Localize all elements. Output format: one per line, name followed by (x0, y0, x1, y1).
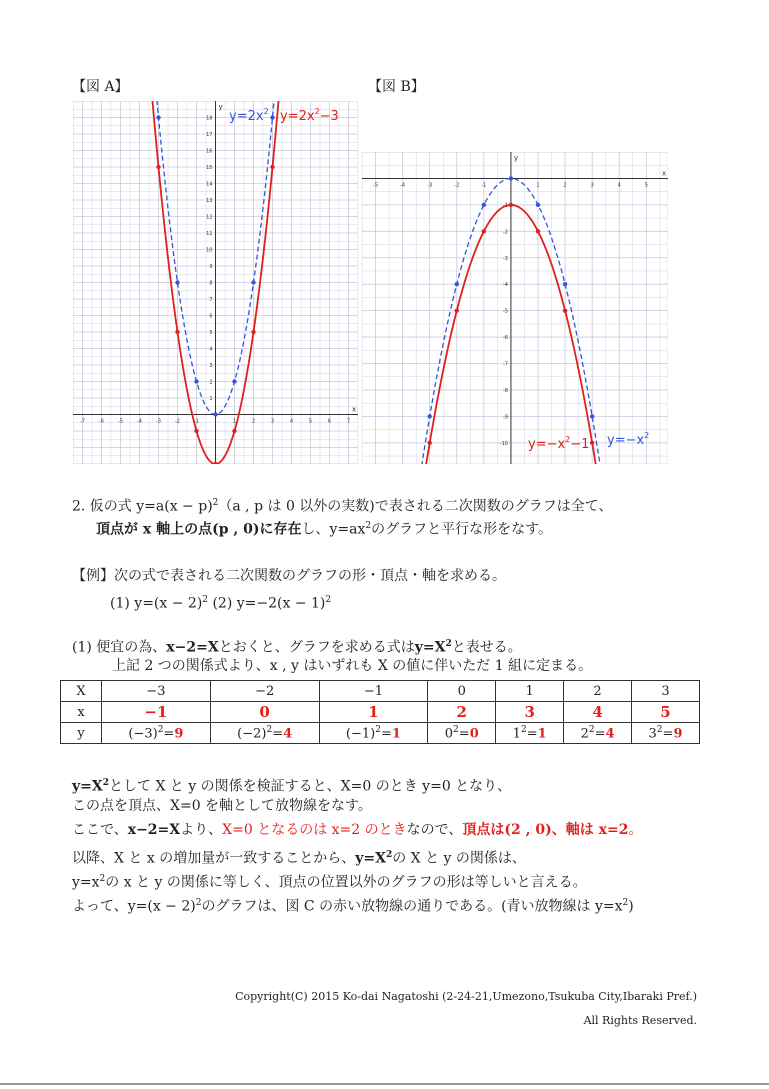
data-point (482, 229, 486, 233)
table-cell: 2 (564, 681, 632, 702)
y-tick-label: 17 (206, 132, 213, 138)
y-tick-label: 15 (206, 165, 213, 171)
x-tick-label: 4 (289, 418, 294, 425)
x-tick-label: 7 (346, 418, 351, 425)
table-cell: −1 (319, 681, 428, 702)
x-tick-label: 5 (308, 418, 313, 425)
legend-blue-label: $y=2x^2$ (229, 107, 269, 124)
data-point (156, 165, 160, 169)
y-tick-label: 7 (209, 297, 213, 303)
table-cell: −3 (102, 681, 211, 702)
data-point (509, 176, 513, 180)
conclusion-line5: $y=x^2$の x と y の関係に等しく、頂点の位置以外のグラフの形は等しいと言える。 (72, 874, 587, 891)
y-tick-label: -4 (502, 282, 508, 289)
table-cell: 4 (564, 702, 632, 723)
y-tick-label: 16 (206, 148, 213, 155)
x-tick-label: 2 (251, 418, 256, 425)
x-tick-label: 1 (536, 182, 540, 189)
data-point (427, 441, 431, 445)
solution-line2: 上記 2 つの関係式より、x , y はいずれも X の値に伴いただ 1 組に定まる。 (112, 658, 593, 674)
table-cell: $1^2=1$ (496, 723, 564, 744)
y-tick-label: -3 (502, 255, 508, 262)
table-head: y (61, 723, 102, 744)
x-tick-label: -2 (454, 182, 460, 189)
table-cell: $(-3)^2=9$ (102, 723, 211, 744)
page-bottom-rule (0, 1083, 769, 1085)
table-cell: 3 (496, 702, 564, 723)
data-point (213, 412, 217, 416)
data-point (251, 280, 255, 284)
table-head: x (61, 702, 102, 723)
y-tick-label: 11 (206, 231, 213, 237)
plot-background (362, 152, 668, 464)
x-tick-label: -7 (80, 418, 85, 425)
y-axis-label: y (513, 154, 519, 162)
conclusion-line6: よって、$y=(x - 2)^2$のグラフは、図 C の赤い放物線の通りである。(青い放物線は $y=x^2$) (72, 898, 634, 915)
table-cell: $3^2=9$ (632, 723, 700, 744)
y-tick-label: 3 (209, 363, 213, 369)
y-tick-label: -2 (502, 229, 508, 236)
data-point (455, 282, 459, 286)
data-point (175, 330, 179, 334)
figure-b-graph (362, 152, 668, 464)
data-point (251, 330, 255, 334)
value-table (60, 680, 700, 744)
y-tick-label: 9 (209, 264, 213, 270)
y-axis-label: y (218, 103, 223, 111)
data-point (590, 414, 594, 418)
table-cell: $0^2=0$ (428, 723, 496, 744)
x-tick-label: -2 (175, 418, 180, 425)
table-row-x (61, 702, 700, 723)
x-tick-label: -4 (137, 418, 142, 425)
y-tick-label: 8 (209, 280, 213, 287)
table-cell: 0 (428, 681, 496, 702)
table-row-y (61, 723, 700, 744)
y-tick-label: 1 (209, 396, 213, 402)
y-tick-label: 6 (209, 313, 213, 320)
conclusion-line2: この点を頂点、X=0 を軸として放物線をなす。 (72, 798, 372, 814)
table-cell: 2 (428, 702, 496, 723)
x-tick-label: 5 (644, 182, 648, 189)
y-tick-label: -1 (502, 202, 508, 209)
x-tick-label: -1 (481, 182, 487, 189)
legend-blue-label-b: $y=-x^2$ (607, 431, 650, 448)
data-point (563, 308, 567, 312)
data-point (270, 115, 274, 119)
table-cell: −1 (102, 702, 211, 723)
x-tick-label: -3 (156, 418, 161, 425)
table-row-X (61, 681, 700, 702)
table-cell: $(-1)^2=1$ (319, 723, 428, 744)
data-point (270, 165, 274, 169)
y-tick-label: 5 (209, 330, 213, 336)
conclusion-line1: $y=X^2$として X と y の関係を検証すると、X=0 のとき y=0 となり、 (72, 778, 512, 795)
y-tick-label: -6 (502, 335, 508, 342)
example-items: (1) $y=(x - 2)^2$ (2) $y=-2(x - 1)^2$ (110, 595, 332, 612)
table-cell: 0 (210, 702, 319, 723)
x-tick-label: -4 (400, 182, 406, 189)
y-tick-label: -8 (502, 387, 508, 394)
figure-a-legend (229, 107, 339, 124)
data-point (563, 282, 567, 286)
y-tick-label: -9 (502, 414, 508, 421)
y-tick-label: 18 (206, 115, 213, 122)
data-point (590, 441, 594, 445)
paragraph-2-line2: 頂点が x 軸上の点(p , 0)に存在し、$y=ax^2$のグラフと平行な形をなす。 (96, 521, 553, 538)
x-tick-label: -5 (118, 418, 123, 425)
data-point (455, 308, 459, 312)
x-tick-label: 1 (232, 418, 237, 425)
y-tick-label: 2 (209, 379, 213, 386)
x-tick-label: 3 (590, 182, 594, 189)
solution-line1: (1) 便宜の為、x−2=Xとおくと、グラフを求める式は$y=X^2$と表せる。 (72, 639, 522, 656)
conclusion-line4: 以降、X と x の増加量が一致することから、$y=X^2$の X と y の関係は、 (72, 850, 526, 867)
data-point (536, 229, 540, 233)
x-tick-label: -6 (99, 418, 104, 425)
x-tick-label: -5 (373, 182, 379, 189)
rights-line: All Rights Reserved. (583, 1014, 697, 1027)
data-point (536, 203, 540, 207)
figure-a-label: 【図 A】 (72, 79, 129, 95)
x-axis-label: x (662, 169, 667, 178)
x-tick-label: -3 (427, 182, 433, 189)
example-title: 【例】次の式で表される二次関数のグラフの形・頂点・軸を求める。 (72, 568, 506, 584)
data-point (482, 203, 486, 207)
data-point (232, 429, 236, 433)
y-tick-label: -10 (499, 440, 508, 447)
copyright-line: Copyright(C) 2015 Ko-dai Nagatoshi (2-24-21,Umezono,Tsukuba City,Ibaraki Pref.) (235, 990, 697, 1003)
table-cell: 1 (496, 681, 564, 702)
table-cell: 3 (632, 681, 700, 702)
data-point (232, 379, 236, 383)
table-cell: $(-2)^2=4$ (210, 723, 319, 744)
conclusion-line3: ここで、x−2=Xより、X=0 となるのは x=2 のときなので、頂点は(2 , 0)、軸は x=2。 (72, 822, 643, 838)
y-tick-label: 12 (206, 214, 213, 221)
table-head: X (61, 681, 102, 702)
y-tick-label: -5 (502, 308, 508, 315)
x-tick-label: 2 (563, 182, 567, 189)
table-cell: 1 (319, 702, 428, 723)
data-point (194, 379, 198, 383)
y-tick-label: -7 (502, 361, 508, 368)
y-tick-label: 14 (206, 181, 213, 188)
data-point (175, 280, 179, 284)
table-cell: 5 (632, 702, 700, 723)
x-tick-label: 3 (270, 418, 275, 425)
y-tick-label: 4 (209, 346, 213, 353)
x-tick-label: 6 (327, 418, 332, 425)
legend-red-label: $y=2x^2-3$ (280, 107, 339, 124)
table-cell: −2 (210, 681, 319, 702)
x-axis-label: x (352, 405, 357, 414)
y-tick-label: 10 (206, 247, 213, 254)
data-point (156, 115, 160, 119)
table-cell: $2^2=4$ (564, 723, 632, 744)
paragraph-2-line1: 2. 仮の式 $y=a(x - p)^2(a$ , p は 0 以外の実数)で表される二次関数のグラフは全て、 (72, 498, 613, 515)
data-point (427, 414, 431, 418)
y-tick-label: 13 (206, 198, 213, 204)
data-point (509, 203, 513, 207)
data-point (194, 429, 198, 433)
x-tick-label: 4 (617, 182, 621, 189)
x-tick-label: -1 (194, 418, 199, 425)
figure-b-label: 【図 B】 (368, 79, 425, 95)
legend-red-label-b: $y=-x^2-1$ (528, 435, 590, 452)
figure-a-graph (73, 101, 358, 464)
figure-b-grid (362, 152, 668, 464)
